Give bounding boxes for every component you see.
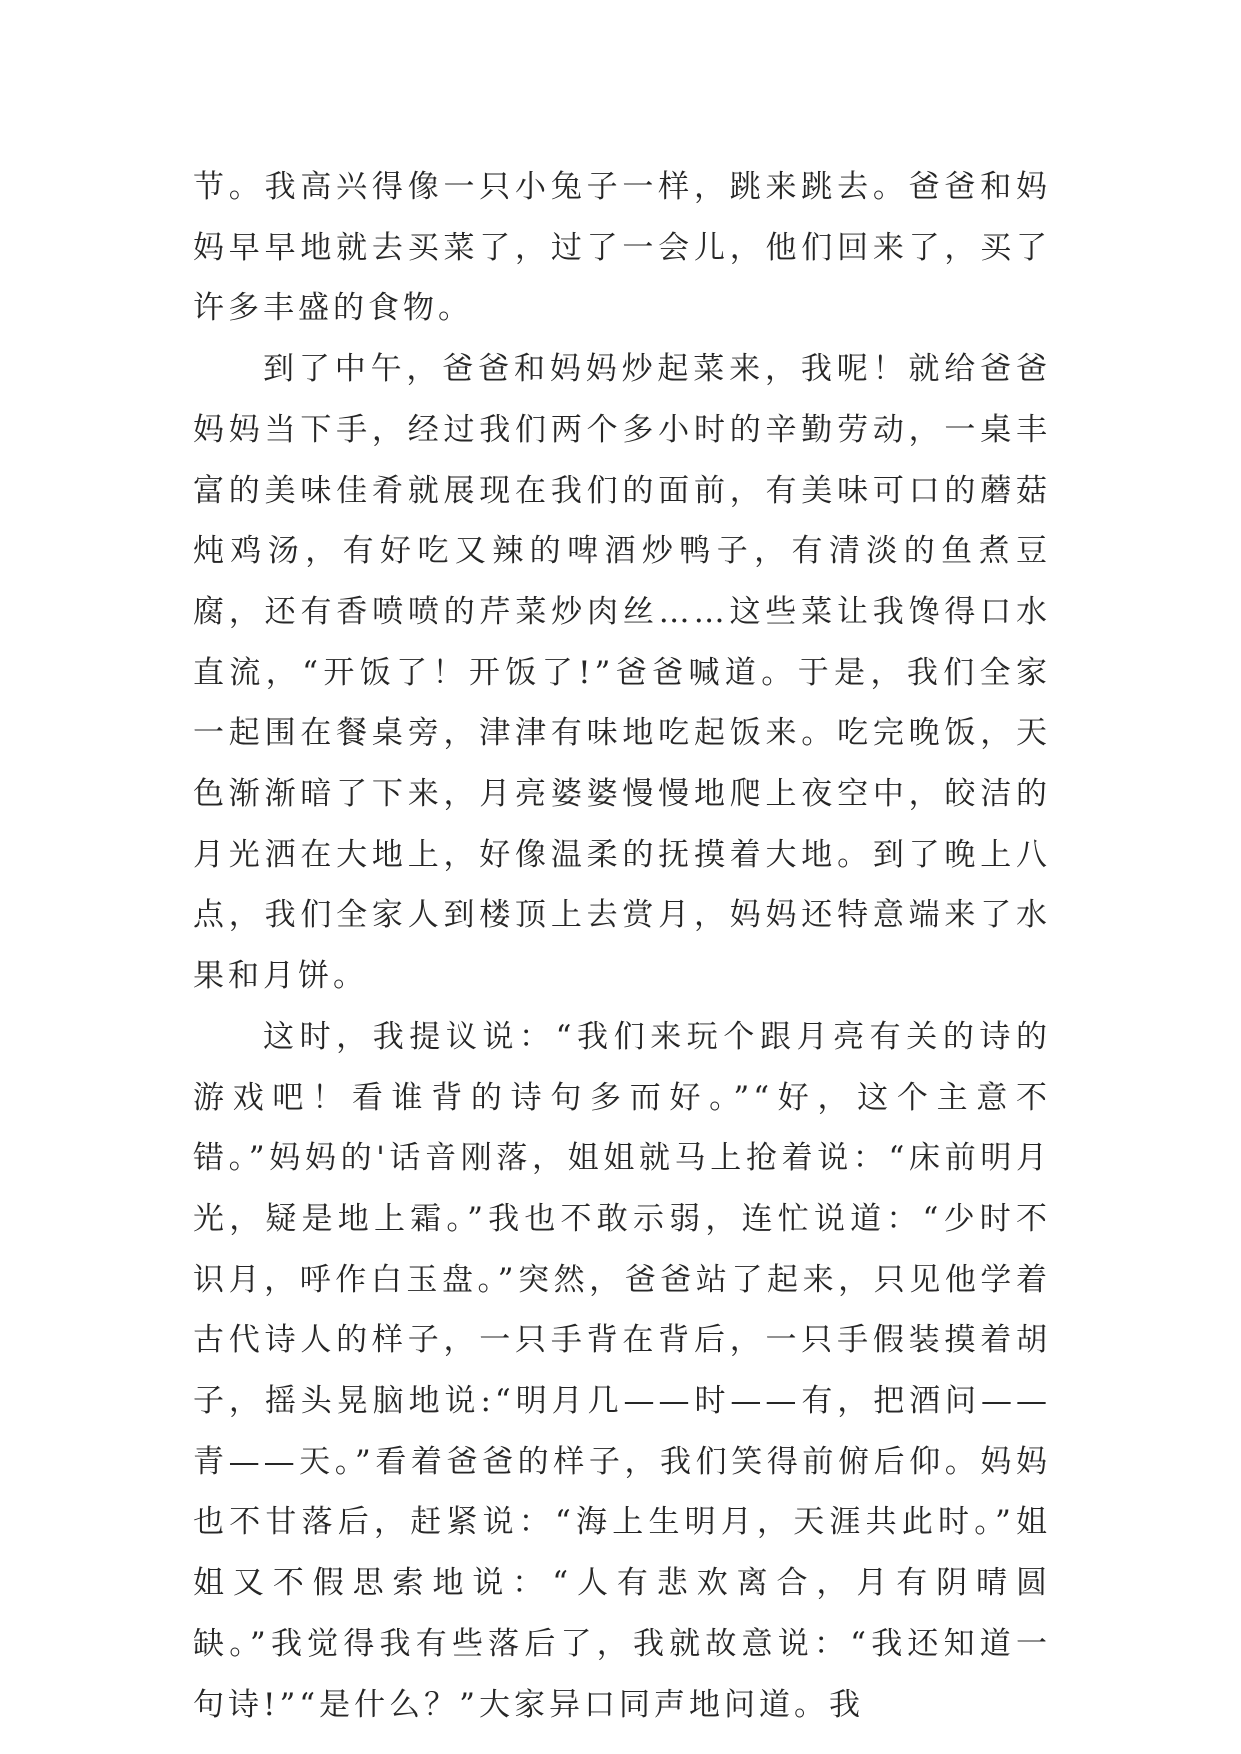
paragraph-1: 节。我高兴得像一只小兔子一样，跳来跳去。爸爸和妈妈早早地就去买菜了，过了一会儿，他们回来了，买了许多丰盛的食物。: [193, 169, 1051, 327]
paragraph-3: 这时，我提议说：“我们来玩个跟月亮有关的诗的游戏吧！看谁背的诗句多而好。”“好，这个主意不错。”妈妈的'话音刚落，姐姐就马上抢着说：“床前明月光，疑是地上霜。”我也不敢示弱，连忙说道：“少时不识月，呼作白玉盘。”突然，爸爸站了起来，只见他学着古代诗人的样子，一只手背在背后，一只手假装摸着胡子，摇头晃脑地说:“明月几——时——有，把酒问——青——天。”看着爸爸的样子，我们笑得前俯后仰。妈妈也不甘落后，赶紧说：“海上生明月，天涯共此时。”姐姐又不假思索地说：“人有悲欢离合，月有阴晴圆缺。”我觉得我有些落后了，我就故意说：“我还知道一句诗!”“是什么？”大家异口同声地问道。我: [193, 1018, 1051, 1723]
body-text: [193, 157, 1051, 1735]
paragraph-2: 到了中午，爸爸和妈妈炒起菜来，我呢！就给爸爸妈妈当下手，经过我们两个多小时的辛勤劳动，一桌丰富的美味佳肴就展现在我们的面前，有美味可口的蘑菇炖鸡汤，有好吃又辣的啤酒炒鸭子，有清淡的鱼煮豆腐，还有香喷喷的芹菜炒肉丝……这些菜让我馋得口水直流，“开饭了！开饭了!”爸爸喊道。于是，我们全家一起围在餐桌旁，津津有味地吃起饭来。吃完晚饭，天色渐渐暗了下来，月亮婆婆慢慢地爬上夜空中，皎洁的月光洒在大地上，好像温柔的抚摸着大地。到了晚上八点，我们全家人到楼顶上去赏月，妈妈还特意端来了水果和月饼。: [193, 351, 1051, 995]
